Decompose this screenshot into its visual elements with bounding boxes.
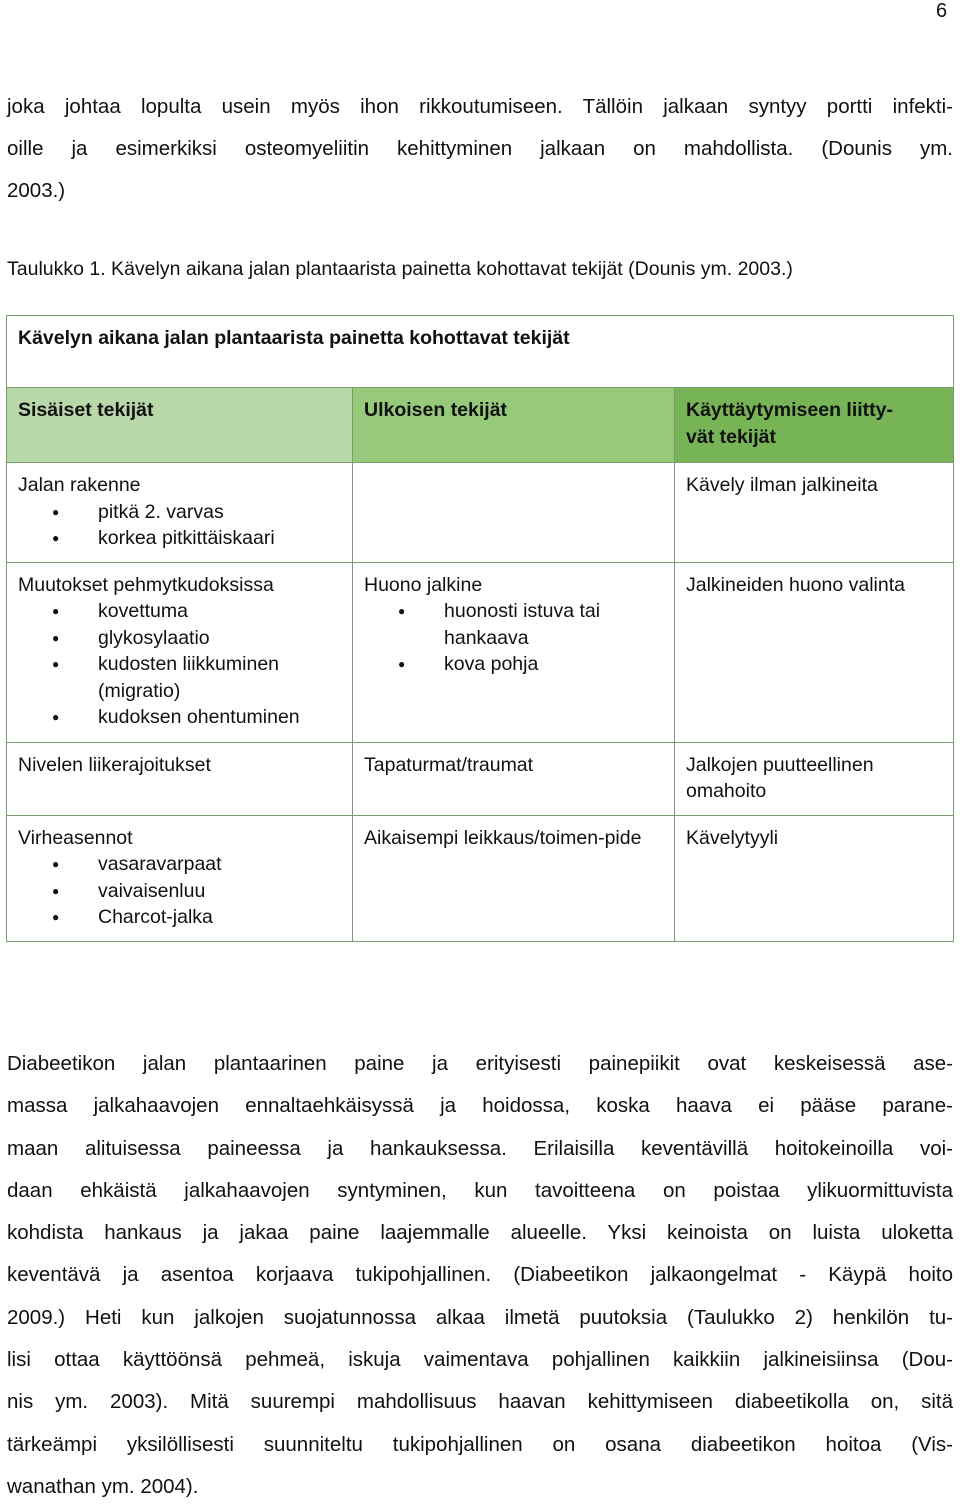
bullet-list bbox=[18, 499, 340, 552]
cell-heading: Huono jalkine bbox=[364, 573, 483, 596]
table-row bbox=[7, 742, 954, 815]
table-cell bbox=[7, 815, 353, 941]
cell-heading: Kävely ilman jalkineita bbox=[686, 474, 878, 496]
table-cell bbox=[353, 742, 675, 815]
header-behavioral-factors bbox=[675, 388, 954, 463]
intro-line: oille ja esimerkiksi osteomyeliitin kehittyminen jalkaan on mahdollista. (Dounis ym. bbox=[7, 137, 953, 160]
intro-line: joka johtaa lopulta usein myös ihon rikkoutumiseen. Tällöin jalkaan syntyy portti infekti- bbox=[7, 95, 953, 118]
body-line: Diabeetikon jalan plantaarinen paine ja erityisesti painepiikit ovat keskeisessä ase- bbox=[7, 1052, 953, 1075]
body-line: kohdista hankaus ja jakaa paine laajemmalle alueelle. Yksi keinoista on luista uloketta bbox=[7, 1221, 953, 1245]
table-row bbox=[7, 815, 954, 941]
table-cell bbox=[675, 742, 954, 815]
bullet-item: ● vaivaisenluu bbox=[98, 878, 340, 905]
table-row bbox=[7, 562, 954, 742]
body-line: tärkeämpi yksilöllisesti suunniteltu tukipohjallinen on osana diabeetikon hoitoa (Vis- bbox=[7, 1432, 953, 1456]
cell-heading: Aikaisempi leikkaus/toimen-pide bbox=[364, 826, 642, 849]
table-title-row bbox=[7, 316, 954, 388]
body-line: lisi ottaa käyttöönsä pehmeä, iskuja vaimentava pohjallinen kaikkiin jalkineisiinsa (Dou- bbox=[7, 1348, 953, 1372]
header-line: vät tekijät bbox=[686, 425, 776, 448]
table-row bbox=[7, 463, 954, 563]
bullet-item: ● glykosylaatio bbox=[98, 625, 340, 652]
bullet-item: ● pitkä 2. varvas bbox=[98, 499, 340, 526]
bullet-item: ● huonosti istuva tai hankaava bbox=[444, 598, 662, 651]
factors-table bbox=[6, 315, 954, 942]
cell-heading: Tapaturmat/traumat bbox=[364, 753, 534, 776]
table-cell bbox=[353, 815, 675, 941]
bullet-list bbox=[18, 851, 340, 931]
body-line: keventävä ja asentoa korjaava tukipohjallinen. (Diabeetikon jalkaongelmat - Käypä hoito bbox=[7, 1263, 953, 1287]
cell-heading: Virheasennot bbox=[18, 826, 133, 849]
table-cell bbox=[7, 463, 353, 563]
body-line: maan alituisessa paineessa ja hankauksessa. Erilaisilla keventävillä hoitokeinoilla voi- bbox=[7, 1136, 953, 1160]
cell-heading: Muutokset pehmytkudoksissa bbox=[18, 573, 274, 596]
body-paragraph bbox=[7, 1043, 953, 1508]
bullet-list bbox=[364, 598, 662, 678]
table-cell bbox=[675, 815, 954, 941]
bullet-item: ● kovettuma bbox=[98, 598, 340, 625]
body-line: massa jalkahaavojen ennaltaehkäisyssä ja hoidossa, koska haava ei pääse parane- bbox=[7, 1094, 953, 1118]
cell-heading: Kävelytyyli bbox=[686, 826, 779, 849]
table-caption: Taulukko 1. Kävelyn aikana jalan plantaarista painetta kohottavat tekijät (Dounis ym. 2003.) bbox=[7, 258, 793, 280]
table-cell bbox=[7, 742, 353, 815]
table-cell bbox=[7, 562, 353, 742]
intro-paragraph bbox=[7, 86, 953, 212]
bullet-item: ● korkea pitkittäiskaari bbox=[98, 525, 340, 552]
body-line: 2009.) Heti kun jalkojen suojatunnossa alkaa ilmetä puutoksia (Taulukko 2) henkilön tu- bbox=[7, 1305, 953, 1329]
cell-heading: Jalkineiden huono valinta bbox=[686, 573, 905, 596]
bullet-item: ● kudoksen ohentuminen bbox=[98, 704, 340, 731]
bullet-item: ● kudosten liikkuminen (migratio) bbox=[98, 651, 340, 704]
bullet-list bbox=[18, 598, 340, 731]
table-cell bbox=[353, 463, 675, 563]
page-number: 6 bbox=[936, 0, 948, 22]
cell-heading: Nivelen liikerajoitukset bbox=[18, 753, 211, 776]
header-external-factors: Ulkoisen tekijät bbox=[353, 388, 675, 463]
header-line: Käyttäytymiseen liitty- bbox=[686, 399, 893, 421]
header-internal-factors: Sisäiset tekijät bbox=[7, 388, 353, 463]
table-cell bbox=[353, 562, 675, 742]
table-header-row bbox=[7, 388, 954, 463]
bullet-item: ● Charcot-jalka bbox=[98, 904, 340, 931]
body-line: wanathan ym. 2004). bbox=[7, 1474, 199, 1498]
bullet-item: ● vasaravarpaat bbox=[98, 851, 340, 878]
table-title: Kävelyn aikana jalan plantaarista painetta kohottavat tekijät bbox=[7, 316, 954, 388]
cell-heading: Jalan rakenne bbox=[18, 474, 141, 496]
body-line: nis ym. 2003). Mitä suurempi mahdollisuus haavan kehittymiseen diabeetikolla on, sitä bbox=[7, 1390, 953, 1414]
intro-line: 2003.) bbox=[7, 179, 66, 202]
cell-heading: Jalkojen puutteellinen omahoito bbox=[686, 753, 874, 802]
table-cell bbox=[675, 463, 954, 563]
body-line: daan ehkäistä jalkahaavojen syntyminen, kun tavoitteena on poistaa ylikuormittuvista bbox=[7, 1178, 953, 1202]
bullet-item: ● kova pohja bbox=[444, 651, 662, 678]
table-cell bbox=[675, 562, 954, 742]
